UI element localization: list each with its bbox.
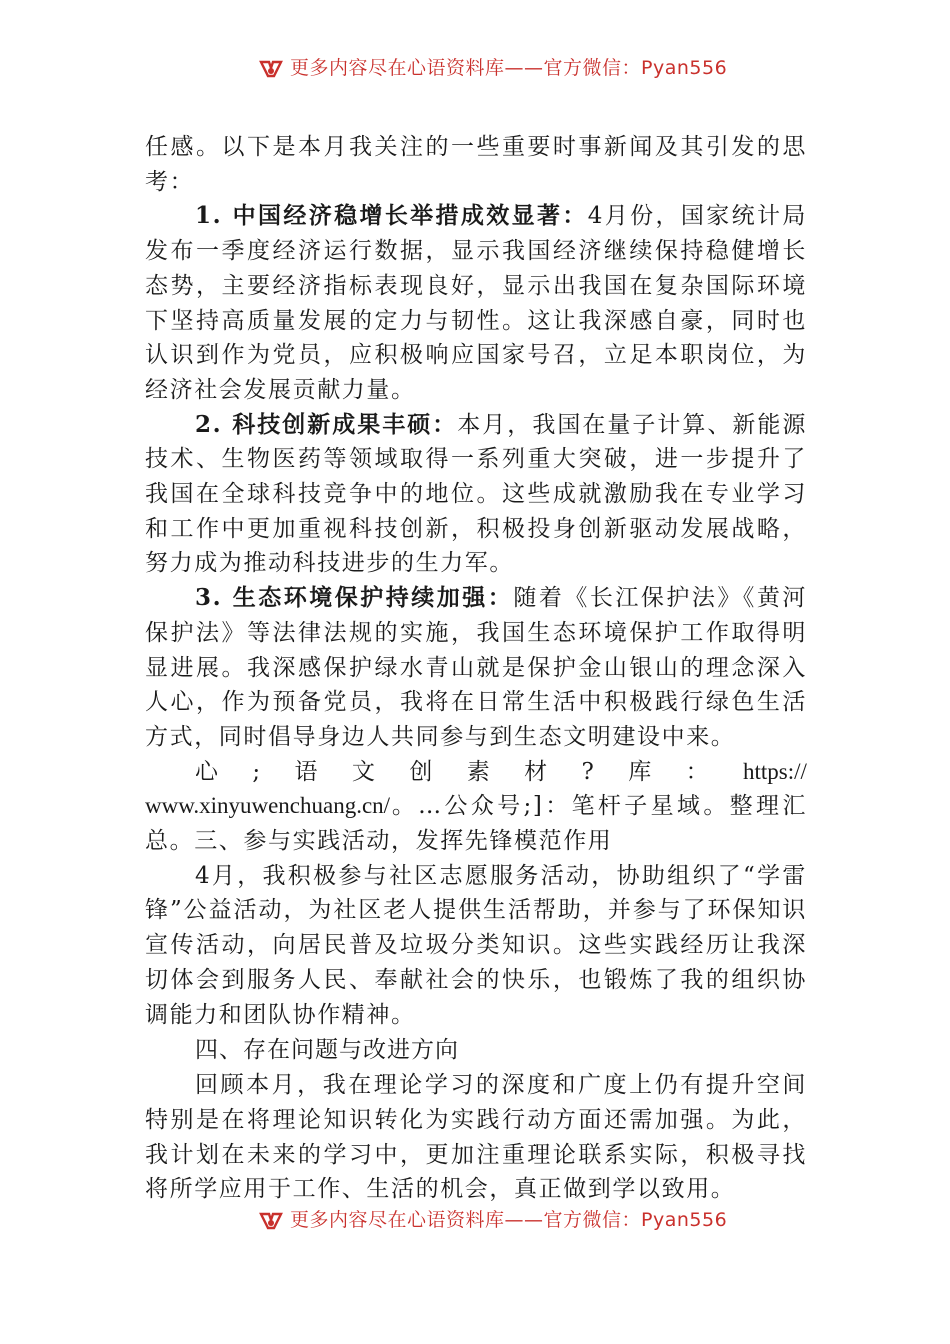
intro-paragraph: 任感。以下是本月我关注的一些重要时事新闻及其引发的思考： xyxy=(145,134,807,195)
logo-icon xyxy=(258,58,284,80)
news-item-2-text: 本月，我国在量子计算、新能源技术、生物医药等领域取得一系列重大突破，进一步提升了我国在全球科技竞争中的地位。这些成就激励我在专业学习和工作中更加重视科技创新，积极投身创新驱动发展战略，努力成为推动科技进步的生力军。 xyxy=(145,411,807,577)
promo-char: ; xyxy=(252,758,261,785)
news-item-3-text: 随着《长江保护法》《黄河保护法》等法律法规的实施，我国生态环境保护工作取得明显进展。我深感保护绿水青山就是保护金山银山的理念深入人心，作为预备党员，我将在日常生活中积极践行绿色生活方式，同时倡导身边人共同参与到生态文明建设中来。 xyxy=(145,585,807,750)
promo-continuation xyxy=(145,789,807,858)
watermark-header xyxy=(258,54,727,84)
watermark-footer xyxy=(258,1206,727,1236)
promo-char: 心 xyxy=(195,758,218,785)
practice-paragraph: 4月，我积极参与社区志愿服务活动，协助组织了“学雷锋”公益活动，为社区老人提供生活帮助，并参与了环保知识宣传活动，向居民普及垃圾分类知识。这些实践经历让我深切体会到服务人民、奉献社会的快乐，也锻炼了我的组织协调能力和团队协作精神。 xyxy=(145,862,807,1028)
promo-char: 库 xyxy=(628,758,652,785)
promo-char: 文 xyxy=(351,758,375,785)
promo-line xyxy=(145,755,807,790)
promo-url-prefix[interactable]: https:// xyxy=(743,758,807,784)
promo-char: 素 xyxy=(466,758,490,785)
news-item-1-title: 1. 中国经济稳增长举措成效显著： xyxy=(195,202,588,230)
logo-icon xyxy=(258,1210,284,1232)
news-item-2-title: 2. 科技创新成果丰硕： xyxy=(195,410,458,438)
section-4-paragraph: 回顾本月，我在理论学习的深度和广度上仍有提升空间特别是在将理论知识转化为实践行动方面还需加强。为此，我计划在未来的学习中，更加注重理论联系实际，积极寻找将所学应用于工作、生活的机会，真正做到学以致用。 xyxy=(145,1072,807,1203)
news-item-1 xyxy=(145,199,807,407)
news-item-3-title: 3. 生态环境保护持续加强： xyxy=(195,584,514,612)
section-4-heading: 四、存在问题与改进方向 xyxy=(195,1037,459,1064)
news-item-3 xyxy=(145,581,807,755)
promo-rest: 。…公众号;]：笔杆子星域。整理汇总。三、参与实践活动，发挥先锋模范作用 xyxy=(145,793,807,855)
news-item-2 xyxy=(145,408,807,582)
watermark-text: 更多内容尽在心语资料库——官方微信：Pyan556 xyxy=(290,1208,728,1231)
promo-url[interactable]: www.xinyuwenchuang.cn/ xyxy=(145,793,391,819)
promo-char: ： xyxy=(685,758,709,785)
promo-char: 创 xyxy=(409,758,433,785)
promo-char: 材 xyxy=(524,758,548,785)
document-body xyxy=(145,130,807,1207)
promo-char: 语 xyxy=(294,758,318,785)
news-item-1-text: 4月份，国家统计局发布一季度经济运行数据，显示我国经济继续保持稳健增长态势，主要经济指标表现良好，显示出我国在复杂国际环境下坚持高质量发展的定力与韧性。这让我深感自豪，同时也认识到作为党员，应积极响应国家号召，立足本职岗位，为经济社会发展贡献力量。 xyxy=(145,203,807,403)
watermark-text: 更多内容尽在心语资料库——官方微信：Pyan556 xyxy=(290,56,728,79)
promo-char: ? xyxy=(581,758,594,785)
